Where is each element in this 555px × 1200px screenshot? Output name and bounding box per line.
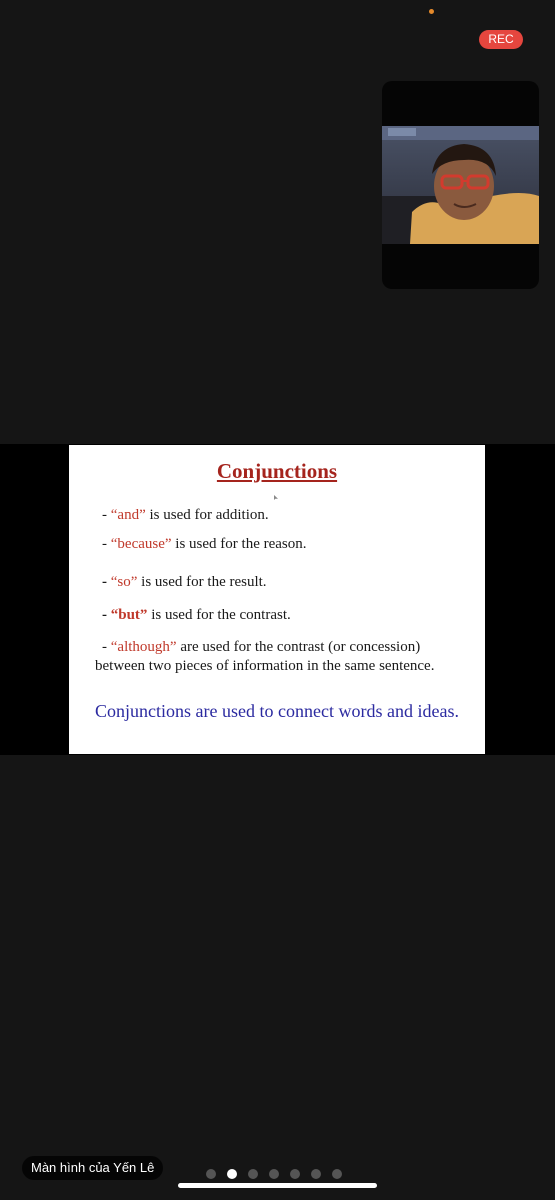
slide-title: Conjunctions (216, 459, 338, 483)
page-dot[interactable] (248, 1169, 258, 1179)
conjunction-item-but: - “but” is used for the contrast. (102, 607, 291, 623)
conjunction-item-although: - “although” are used for the contrast (or concession) (102, 639, 421, 655)
conjunction-item-although-continuation: between two pieces of information in the same sentence. (95, 658, 435, 674)
home-indicator[interactable] (178, 1183, 377, 1188)
mouse-cursor-icon (274, 495, 278, 500)
conjunction-item-because: - “because” is used for the reason. (102, 536, 307, 552)
page-dot-active[interactable] (227, 1169, 237, 1179)
conjunction-item-so: - “so” is used for the result. (102, 574, 267, 590)
screen-owner-label: Màn hình của Yến Lê (22, 1156, 163, 1180)
page-dot[interactable] (332, 1169, 342, 1179)
camera-in-use-indicator (429, 9, 434, 14)
page-dot[interactable] (206, 1169, 216, 1179)
conjunction-item-and: - “and” is used for addition. (102, 507, 269, 523)
recording-badge: REC (479, 30, 523, 49)
page-indicator[interactable] (206, 1169, 342, 1179)
page-dot[interactable] (269, 1169, 279, 1179)
page-dot[interactable] (290, 1169, 300, 1179)
slide-summary: Conjunctions are used to connect words and ideas. (95, 701, 459, 721)
participant-video-feed (382, 126, 539, 244)
page-dot[interactable] (311, 1169, 321, 1179)
participant-video-tile[interactable] (382, 81, 539, 289)
shared-slide (69, 445, 485, 754)
